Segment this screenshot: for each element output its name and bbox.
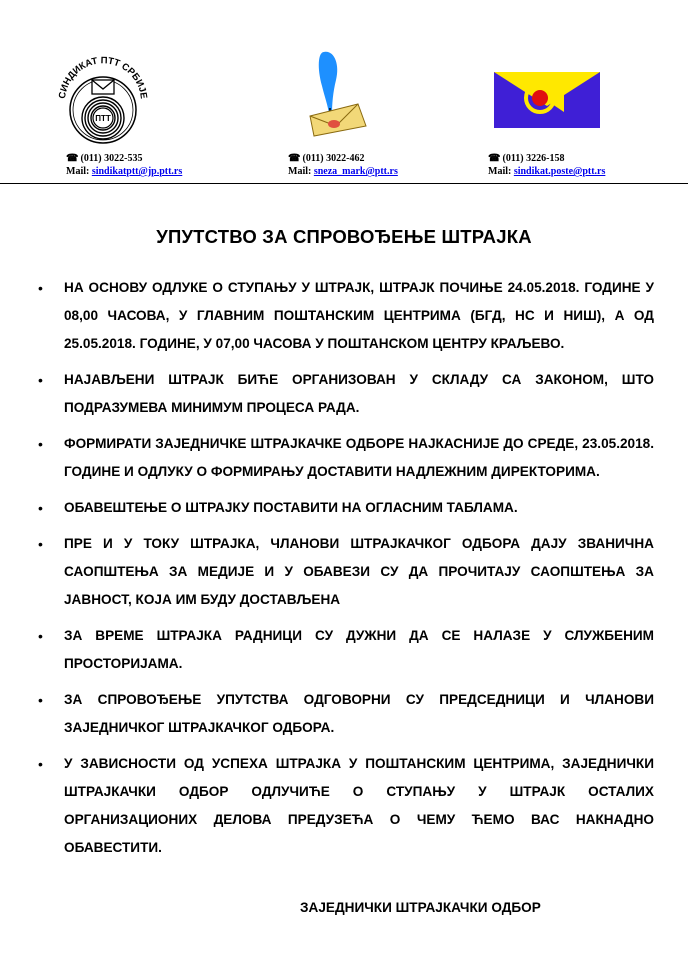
list-item [36, 750, 654, 862]
mail-link[interactable]: sneza_mark@ptt.rs [313, 166, 398, 177]
mail-label: Mail: [488, 166, 512, 177]
mail-link[interactable]: sindikat.poste@ptt.rs [513, 166, 606, 177]
contact-phone: (011) 3022-462 [302, 153, 365, 164]
list-item-text: ЗА ВРЕМЕ ШТРАЈКА РАДНИЦИ СУ ДУЖНИ ДА СЕ НАЛАЗЕ У СЛУЖБЕНИМ ПРОСТОРИЈАМА. [64, 628, 654, 671]
bullet-icon: • [38, 536, 43, 552]
list-item-text: НАЈАВЉЕНИ ШТРАЈК БИЋЕ ОРГАНИЗОВАН У СКЛАДУ СА ЗАКОНОМ, ШТО ПОДРАЗУМЕВА МИНИМУМ ПРОЦЕСА РАДА. [64, 372, 654, 415]
header-divider [0, 183, 688, 184]
contact-bar [0, 152, 688, 184]
instruction-list [36, 274, 654, 870]
document-title: УПУТСТВО ЗА СПРОВОЂЕЊЕ ШТРАЈКА [156, 226, 532, 247]
bullet-icon: • [38, 436, 43, 452]
list-item-text: НА ОСНОВУ ОДЛУКЕ О СТУПАЊУ У ШТРАЈК, ШТРАЈК ПОЧИЊЕ 24.05.2018. ГОДИНЕ У 08,00 ЧАСОВА, У ГЛАВНИМ ПОШТАНСКИМ ЦЕНТРИМА (БГД, НС И НИШ), А ОД 25.05.2018. ГОДИНЕ, У 07,00 ЧАСОВА У ПОШТАНСКОМ ЦЕНТРУ КРАЉЕВО. [64, 280, 654, 351]
bullet-icon: • [38, 372, 43, 388]
contact-phone: (011) 3226-158 [502, 153, 565, 164]
contact-block-1 [66, 152, 182, 178]
mail-link[interactable]: sindikatptt@jp.ptt.rs [91, 166, 183, 177]
bullet-icon: • [38, 692, 43, 708]
header-logos [0, 0, 688, 150]
list-item [36, 274, 654, 358]
union-center-text: ПТТ [95, 114, 111, 123]
phone-icon: ☎ [488, 153, 501, 164]
list-item [36, 494, 654, 522]
phone-icon: ☎ [288, 153, 301, 164]
union-logo [52, 50, 154, 150]
list-item [36, 430, 654, 486]
contact-phone: (011) 3022-535 [80, 153, 143, 164]
bullet-icon: • [38, 500, 43, 516]
bullet-icon: • [38, 280, 43, 296]
bullet-icon: • [38, 756, 43, 772]
list-item-text: ФОРМИРАТИ ЗАЈЕДНИЧКЕ ШТРАЈКАЧКЕ ОДБОРЕ НАЈКАСНИЈЕ ДО СРЕДЕ, 23.05.2018. ГОДИНЕ И ОДЛУКУ О ФОРМИРАЊУ ДОСТАВИТИ НАДЛЕЖНИМ ДИРЕКТОРИМА. [64, 436, 654, 479]
contact-block-2 [288, 152, 398, 178]
mail-label: Mail: [66, 166, 90, 177]
bullet-icon: • [38, 628, 43, 644]
union-ring-text: СИНДИКАТ ПТТ СРБИЈЕ [57, 55, 149, 100]
phone-icon: ☎ [66, 153, 79, 164]
list-item-text: ЗА СПРОВОЂЕЊЕ УПУТСТВА ОДГОВОРНИ СУ ПРЕДСЕДНИЦИ И ЧЛАНОВИ ЗАЈЕДНИЧКОГ ШТРАЈКАЧКОГ ОДБОРА. [64, 692, 654, 735]
post-horn-envelope-icon [494, 72, 600, 128]
list-item [36, 686, 654, 742]
list-item-text: ОБАВЕШТЕЊЕ О ШТРАЈКУ ПОСТАВИТИ НА ОГЛАСНИМ ТАБЛАМА. [64, 500, 518, 515]
list-item-text: ПРЕ И У ТОКУ ШТРАЈКА, ЧЛАНОВИ ШТРАЈКАЧКОГ ОДБОРА ДАЈУ ЗВАНИЧНА САОПШТЕЊА ЗА МЕДИЈЕ И У ОБАВЕЗИ СУ ДА ПРОЧИТАЈУ САОПШТЕЊА ЗА ЈАВНОСТ, КОЈА ИМ БУДУ ДОСТАВЉЕНА [64, 536, 654, 607]
list-item-text: У ЗАВИСНОСТИ ОД УСПЕХА ШТРАЈКА У ПОШТАНСКИМ ЦЕНТРИМА, ЗАЈЕДНИЧКИ ШТРАЈКАЧКИ ОДБОР ОДЛУЧИЋЕ О СТУПАЊУ У ШТРАЈК ОСТАЛИХ ОРГАНИЗАЦИОНИХ ДЕЛОВА ПРЕДУЗЕЋА О ЧЕМУ ЋЕМО ВАС НАКНАДНО ОБАВЕСТИТИ. [64, 756, 654, 855]
list-item [36, 530, 654, 614]
signature: ЗАЈЕДНИЧКИ ШТРАЈКАЧКИ ОДБОР [300, 900, 541, 915]
mail-label: Mail: [288, 166, 312, 177]
contact-block-3 [488, 152, 605, 178]
quill-letter-icon [288, 46, 380, 138]
list-item [36, 366, 654, 422]
list-item [36, 622, 654, 678]
envelope-icon [92, 80, 114, 94]
